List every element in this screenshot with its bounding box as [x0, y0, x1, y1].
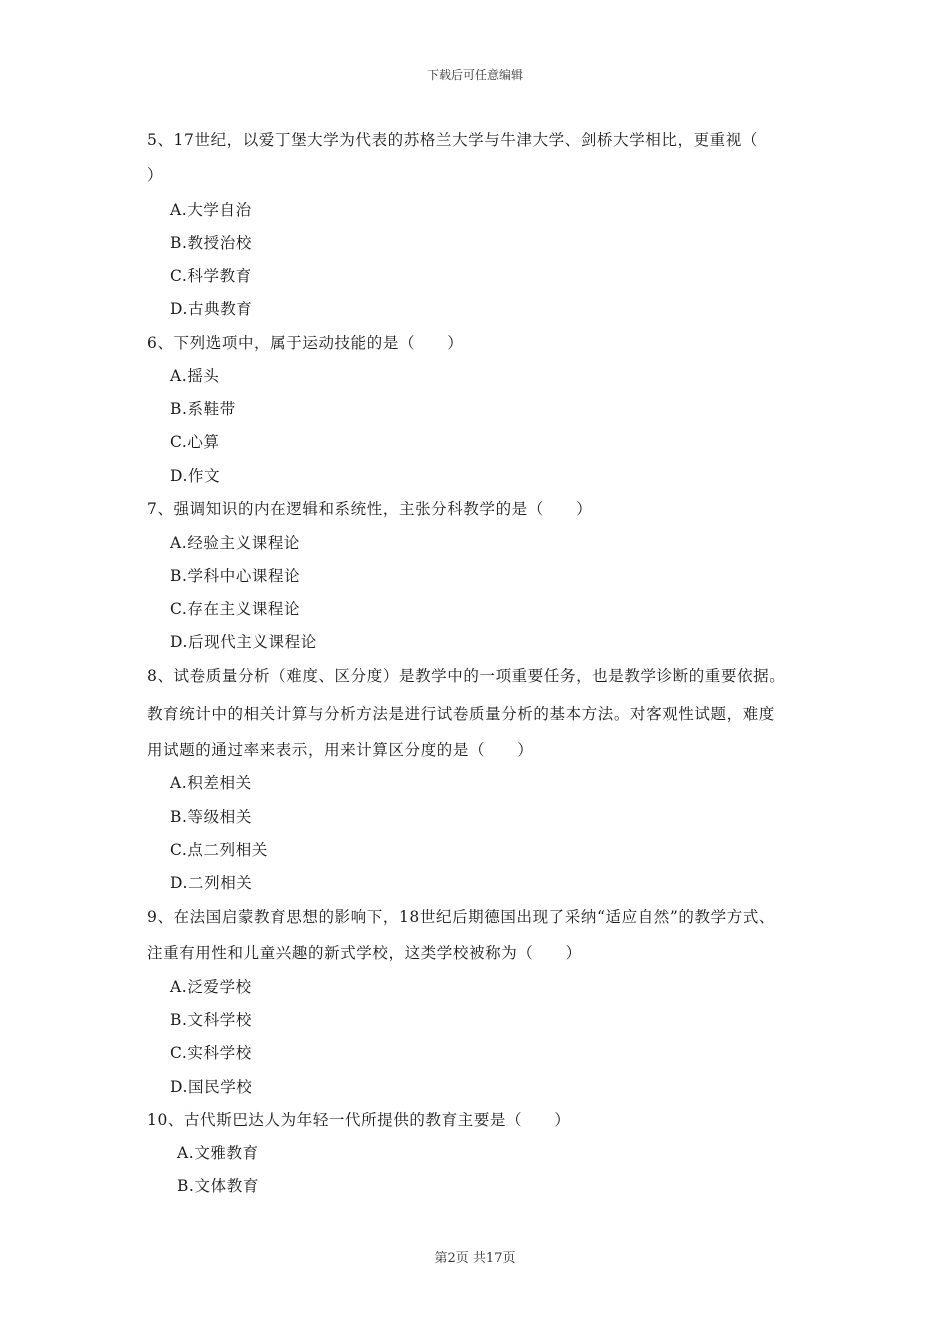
- question-7-option-d: D.后现代主义课程论: [170, 633, 317, 651]
- page-footer: 第2页 共17页: [434, 1251, 516, 1266]
- question-8-option-a: A.积差相关: [170, 774, 252, 792]
- question-9-stem-line-1: 9、在法国启蒙教育思想的影响下，18世纪后期德国出现了采纳“适应自然”的教学方式、: [147, 908, 776, 926]
- question-9-stem-line-2: 注重有用性和儿童兴趣的新式学校，这类学校被称为（ ）: [147, 944, 582, 962]
- question-5-option-c: C.科学教育: [170, 267, 252, 285]
- question-9-option-d: D.国民学校: [170, 1078, 253, 1096]
- question-8-option-c: C.点二列相关: [170, 841, 268, 859]
- question-5-stem-line-1: 5、17世纪，以爱丁堡大学为代表的苏格兰大学与牛津大学、剑桥大学相比，更重视（: [147, 131, 758, 149]
- question-8-stem-line-3: 用试题的通过率来表示，用来计算区分度的是（ ）: [147, 741, 534, 759]
- question-6-option-a: A.摇头: [170, 367, 220, 385]
- question-10-stem-line-1: 10、古代斯巴达人为年轻一代所提供的教育主要是（ ）: [147, 1111, 571, 1129]
- question-8-option-b: B.等级相关: [170, 808, 252, 826]
- question-5-option-b: B.教授治校: [170, 234, 252, 252]
- question-7-option-b: B.学科中心课程论: [170, 567, 301, 585]
- question-6-option-b: B.系鞋带: [170, 400, 236, 418]
- question-6-option-d: D.作文: [170, 467, 221, 485]
- question-10-option-b: B.文体教育: [177, 1177, 259, 1195]
- question-8-stem-line-2: 教育统计中的相关计算与分析方法是进行试卷质量分析的基本方法。对客观性试题，难度: [147, 705, 775, 723]
- question-7-stem-line-1: 7、强调知识的内在逻辑和系统性，主张分科教学的是（ ）: [147, 500, 593, 518]
- question-8-option-d: D.二列相关: [170, 874, 253, 892]
- question-8-stem-line-1: 8、试卷质量分析（难度、区分度）是教学中的一项重要任务，也是教学诊断的重要依据。: [147, 667, 786, 685]
- page-header: 下载后可任意编辑: [426, 68, 523, 82]
- question-9-option-b: B.文科学校: [170, 1011, 252, 1029]
- question-6-option-c: C.心算: [170, 433, 220, 451]
- question-5-option-a: A.大学自治: [170, 201, 252, 219]
- question-9-option-a: A.泛爱学校: [170, 978, 252, 996]
- question-9-option-c: C.实科学校: [170, 1044, 252, 1062]
- question-7-option-c: C.存在主义课程论: [170, 600, 301, 618]
- question-7-option-a: A.经验主义课程论: [170, 534, 301, 552]
- question-10-option-a: A.文雅教育: [177, 1144, 259, 1162]
- question-5-option-d: D.古典教育: [170, 300, 253, 318]
- question-6-stem-line-1: 6、下列选项中，属于运动技能的是（ ）: [147, 334, 464, 352]
- question-5-stem-line-2: ）: [147, 166, 164, 184]
